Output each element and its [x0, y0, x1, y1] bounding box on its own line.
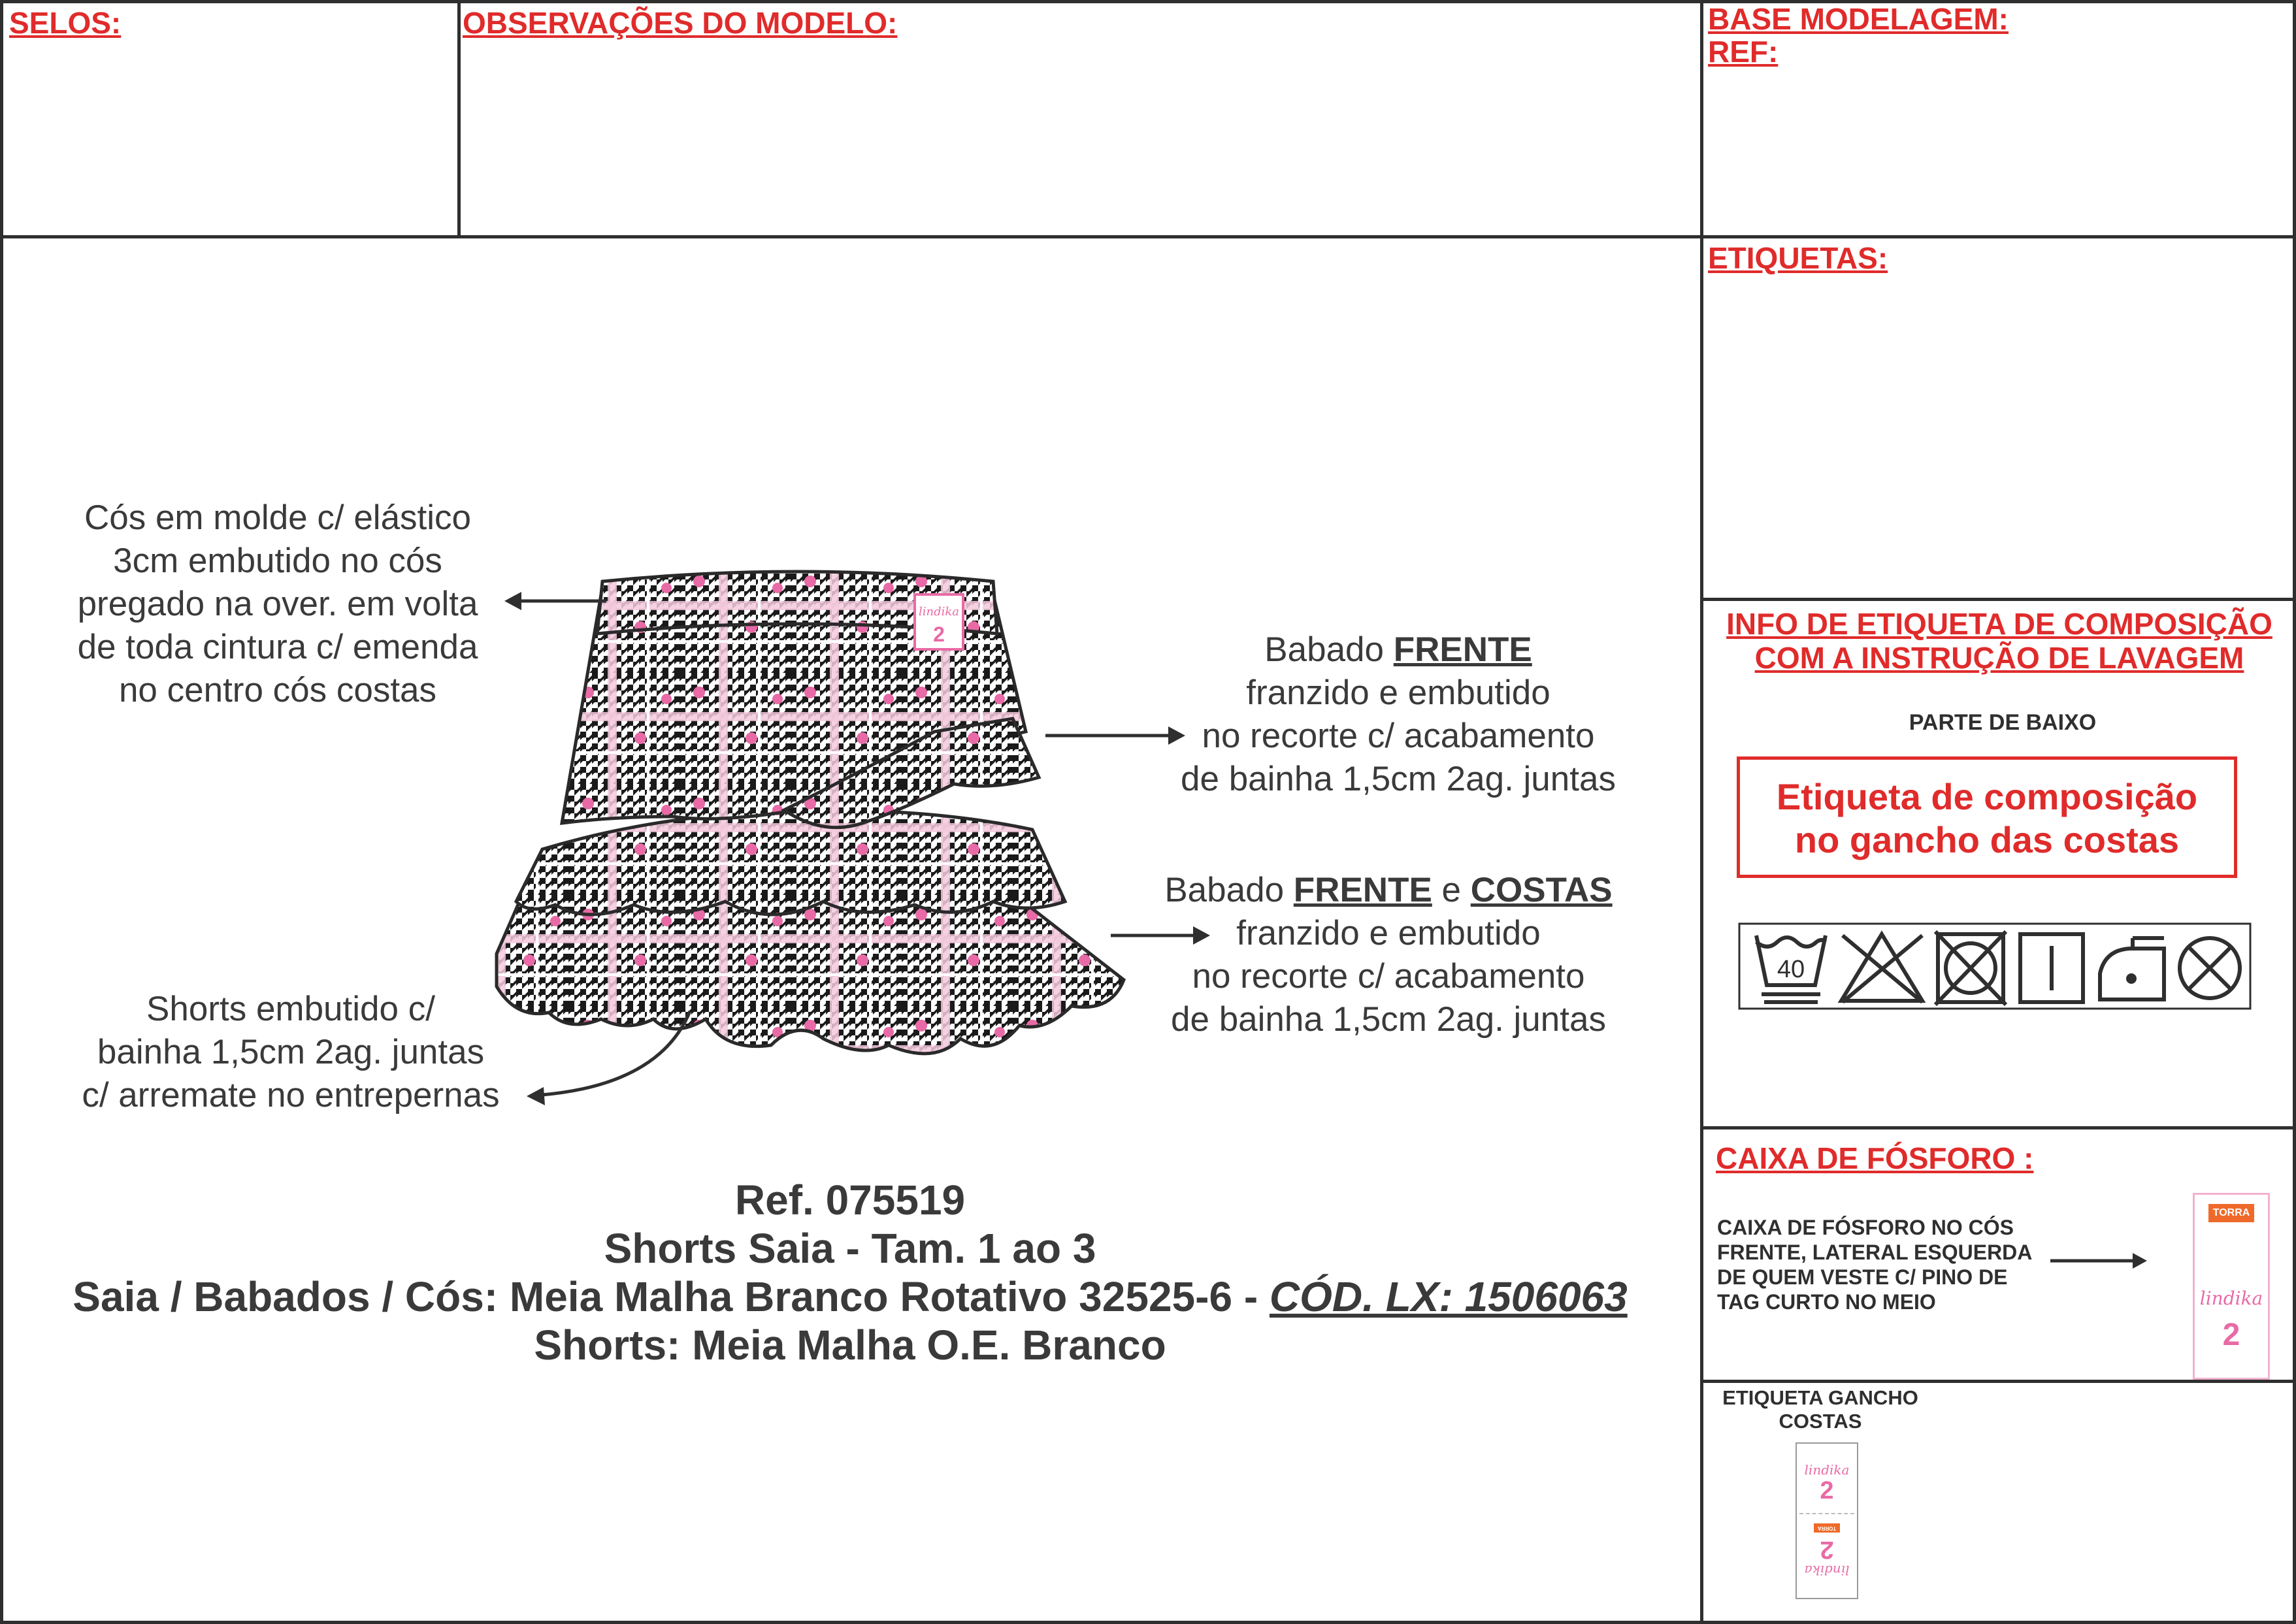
base-modelagem-label: BASE MODELAGEM: — [1708, 2, 2009, 36]
front-ruffle-line: de bainha 1,5cm 2ag. juntas — [1181, 760, 1616, 798]
shorts-note — [39, 988, 542, 1117]
product-fabric-main — [0, 1273, 1700, 1321]
shorts-note-line: Shorts embutido c/ — [146, 990, 435, 1028]
matchbox-tag-top: TORRA — [2208, 1204, 2254, 1222]
hook-title-line2: COSTAS — [1779, 1410, 1862, 1433]
selos-label: SELOS: — [9, 6, 122, 40]
waist-note — [39, 496, 516, 712]
ref-label: REF: — [1708, 35, 1779, 69]
both-ruffles-bold1: FRENTE — [1293, 871, 1432, 909]
fabric-main-text: Saia / Babados / Cós: Meia Malha Branco Rotativo 32525-6 - — [73, 1273, 1270, 1320]
hook-title-line1: ETIQUETA GANCHO — [1722, 1386, 1918, 1409]
front-ruffle-line: franzido e embutido — [1246, 674, 1550, 712]
matchbox-title: CAIXA DE FÓSFORO : — [1716, 1141, 2034, 1175]
front-ruffle-line: no recorte c/ acabamento — [1202, 717, 1595, 755]
product-name: Shorts Saia - Tam. 1 ao 3 — [604, 1225, 1096, 1272]
front-ruffle-pre: Babado — [1264, 630, 1394, 669]
wash-temp-text: 40 — [1777, 956, 1805, 983]
both-ruffles-line: de bainha 1,5cm 2ag. juntas — [1171, 1000, 1606, 1039]
both-ruffles-mid: e — [1432, 871, 1471, 909]
front-ruffle-note — [1137, 628, 1660, 801]
shorts-arrow — [527, 1011, 690, 1105]
composition-box-line1: Etiqueta de composição — [1776, 776, 2198, 817]
both-ruffles-pre: Babado — [1164, 871, 1294, 909]
hook-top-flipped: TORRA — [1814, 1523, 1840, 1533]
both-ruffles-line: franzido e embutido — [1236, 914, 1541, 952]
front-ruffle-heading — [1137, 628, 1660, 672]
both-ruffles-note — [1117, 869, 1660, 1041]
matchbox-desc-line2: FRENTE, LATERAL ESQUERDA — [1717, 1241, 2033, 1264]
product-ref: Ref. 075519 — [734, 1177, 966, 1224]
part-label: PARTE DE BAIXO — [1909, 710, 2097, 735]
waist-note-line: 3cm embutido no cós — [113, 542, 442, 580]
both-ruffles-heading — [1117, 869, 1660, 912]
waist-note-line: de toda cintura c/ emenda — [77, 628, 478, 666]
matchbox-desc-line3: DE QUEM VESTE C/ PINO DE — [1717, 1265, 2008, 1289]
waist-note-line: Cós em molde c/ elástico — [84, 498, 472, 537]
matchbox-tag-size: 2 — [2222, 1318, 2240, 1352]
hook-brand-flipped: lindika — [1804, 1563, 1850, 1578]
observacoes-label: OBSERVAÇÕES DO MODELO: — [463, 6, 898, 40]
hook-size: 2 — [1820, 1477, 1834, 1504]
both-ruffles-line: no recorte c/ acabamento — [1192, 957, 1585, 996]
matchbox-tag-brand: lindika — [2199, 1288, 2263, 1309]
product-fabric-shorts: Shorts: Meia Malha O.E. Branco — [534, 1322, 1166, 1369]
product-info — [0, 1176, 1700, 1369]
both-ruffles-bold2: COSTAS — [1470, 871, 1613, 909]
matchbox-desc-line1: CAIXA DE FÓSFORO NO CÓS — [1717, 1216, 2014, 1239]
hook-brand: lindika — [1804, 1462, 1850, 1478]
waist-note-line: no centro cós costas — [118, 671, 437, 709]
composition-box-line2: no gancho das costas — [1794, 819, 2180, 860]
shorts-note-line: bainha 1,5cm 2ag. juntas — [97, 1033, 485, 1071]
waist-note-line: pregado na over. em volta — [77, 585, 478, 623]
composition-title-line1: INFO DE ETIQUETA DE COMPOSIÇÃO — [1726, 607, 2272, 641]
waist-arrow — [504, 592, 606, 610]
matchbox-desc-line4: TAG CURTO NO MEIO — [1717, 1290, 1936, 1314]
shorts-note-line: c/ arremate no entrepernas — [82, 1076, 500, 1114]
fabric-code: CÓD. LX: 1506063 — [1269, 1273, 1628, 1320]
garment-label-brand: lindika — [918, 605, 960, 619]
composition-title-line2: COM A INSTRUÇÃO DE LAVAGEM — [1754, 640, 2244, 675]
hook-size-flipped: 2 — [1820, 1536, 1834, 1563]
front-ruffle-bold: FRENTE — [1393, 630, 1532, 669]
garment-label-size: 2 — [933, 623, 945, 646]
etiquetas-label: ETIQUETAS: — [1708, 241, 1888, 275]
